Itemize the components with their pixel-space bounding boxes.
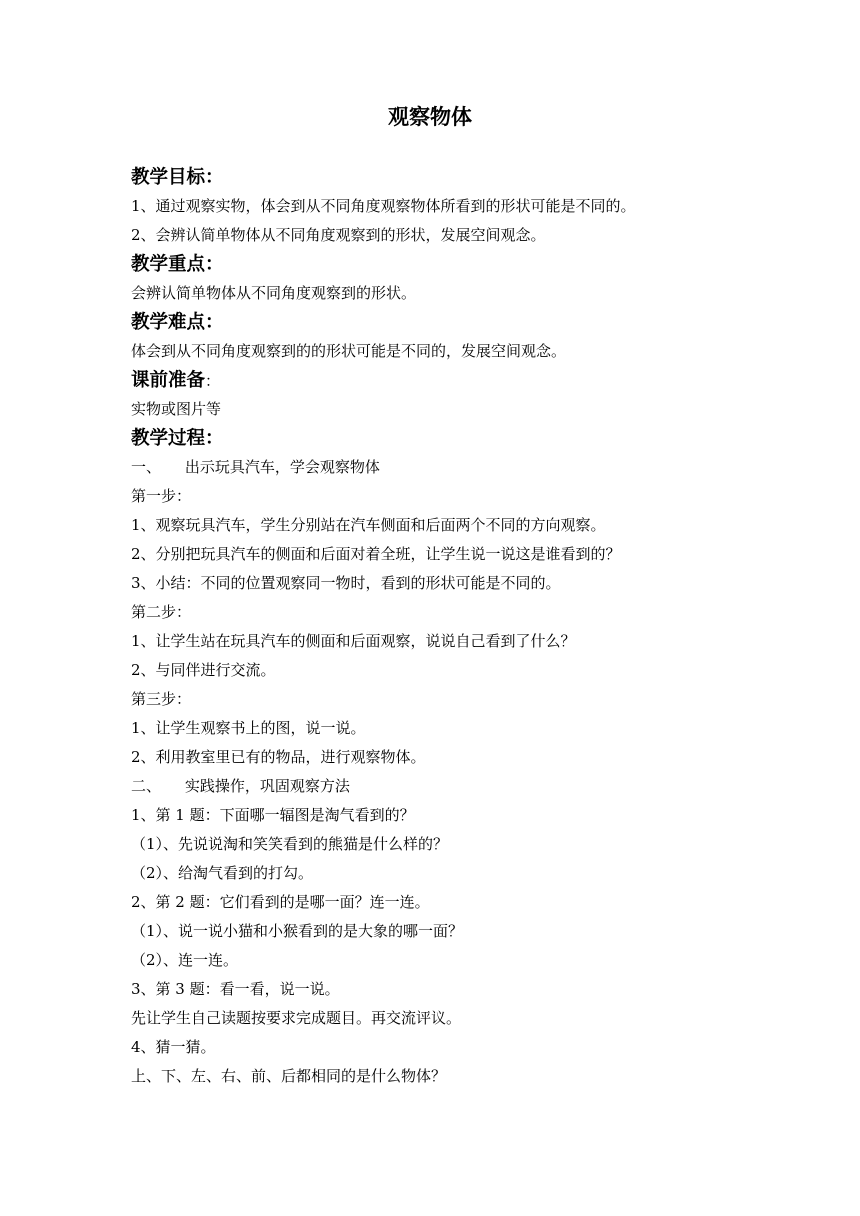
section-heading-objectives xyxy=(131,163,831,192)
paragraph: 2、利用教室里已有的物品，进行观察物体。 xyxy=(131,748,426,766)
paragraph: 上、下、左、右、前、后都相同的是什么物体？ xyxy=(131,1067,447,1085)
section-heading-preparation xyxy=(131,366,831,395)
paragraph: 一、 出示玩具汽车，学会观察物体 xyxy=(131,458,380,476)
paragraph: （2）、连一连。 xyxy=(131,951,239,969)
paragraph: 1、第 1 题：下面哪一辐图是淘气看到的？ xyxy=(131,806,415,824)
paragraph: 1、观察玩具汽车，学生分别站在汽车侧面和后面两个不同的方向观察。 xyxy=(131,516,606,534)
paragraph: 第一步： xyxy=(131,487,192,505)
paragraph: 2、与同伴进行交流。 xyxy=(131,661,276,679)
paragraph: 1、让学生观察书上的图，说一说。 xyxy=(131,719,366,737)
page-title: 观察物体 xyxy=(388,105,472,129)
paragraph: （2）、给淘气看到的打勾。 xyxy=(131,864,314,882)
heading-text: 课前准备 xyxy=(131,370,206,391)
paragraph: 2、会辨认简单物体从不同角度观察到的形状，发展空间观念。 xyxy=(131,226,546,244)
paragraph: 4、猜一猜。 xyxy=(131,1038,216,1056)
section-heading-difficulties xyxy=(131,308,831,337)
paragraph: 先让学生自己读题按要求完成题目。再交流评议。 xyxy=(131,1009,462,1027)
heading-text: 教学难点： xyxy=(131,312,224,333)
paragraph: 2、分别把玩具汽车的侧面和后面对着全班，让学生说一说这是谁看到的？ xyxy=(131,545,621,563)
paragraph: 1、通过观察实物，体会到从不同角度观察物体所看到的形状可能是不同的。 xyxy=(131,197,636,215)
paragraph: 3、小结：不同的位置观察同一物时，看到的形状可能是不同的。 xyxy=(131,574,561,592)
paragraph: （1）、先说说淘和笑笑看到的熊猫是什么样的？ xyxy=(131,835,449,853)
section-heading-process xyxy=(131,424,831,453)
document-body xyxy=(131,163,831,1091)
heading-suffix: ： xyxy=(205,372,221,390)
section-heading-key-points xyxy=(131,250,831,279)
paragraph: 体会到从不同角度观察到的的形状可能是不同的，发展空间观念。 xyxy=(131,342,567,360)
heading-text: 教学重点： xyxy=(131,254,224,275)
heading-text: 教学过程： xyxy=(131,428,224,449)
paragraph: 2、第 2 题：它们看到的是哪一面？连一连。 xyxy=(131,893,430,911)
paragraph: 3、第 3 题：看一看，说一说。 xyxy=(131,980,340,998)
heading-text: 教学目标： xyxy=(131,167,224,188)
paragraph: （1）、说一说小猫和小猴看到的是大象的哪一面？ xyxy=(131,922,464,940)
paragraph: 二、 实践操作，巩固观察方法 xyxy=(131,777,350,795)
paragraph: 1、让学生站在玩具汽车的侧面和后面观察，说说自己看到了什么？ xyxy=(131,632,576,650)
paragraph: 实物或图片等 xyxy=(131,400,222,418)
paragraph: 第三步： xyxy=(131,690,192,708)
paragraph: 会辨认简单物体从不同角度观察到的形状。 xyxy=(131,284,417,302)
paragraph: 第二步： xyxy=(131,603,192,621)
